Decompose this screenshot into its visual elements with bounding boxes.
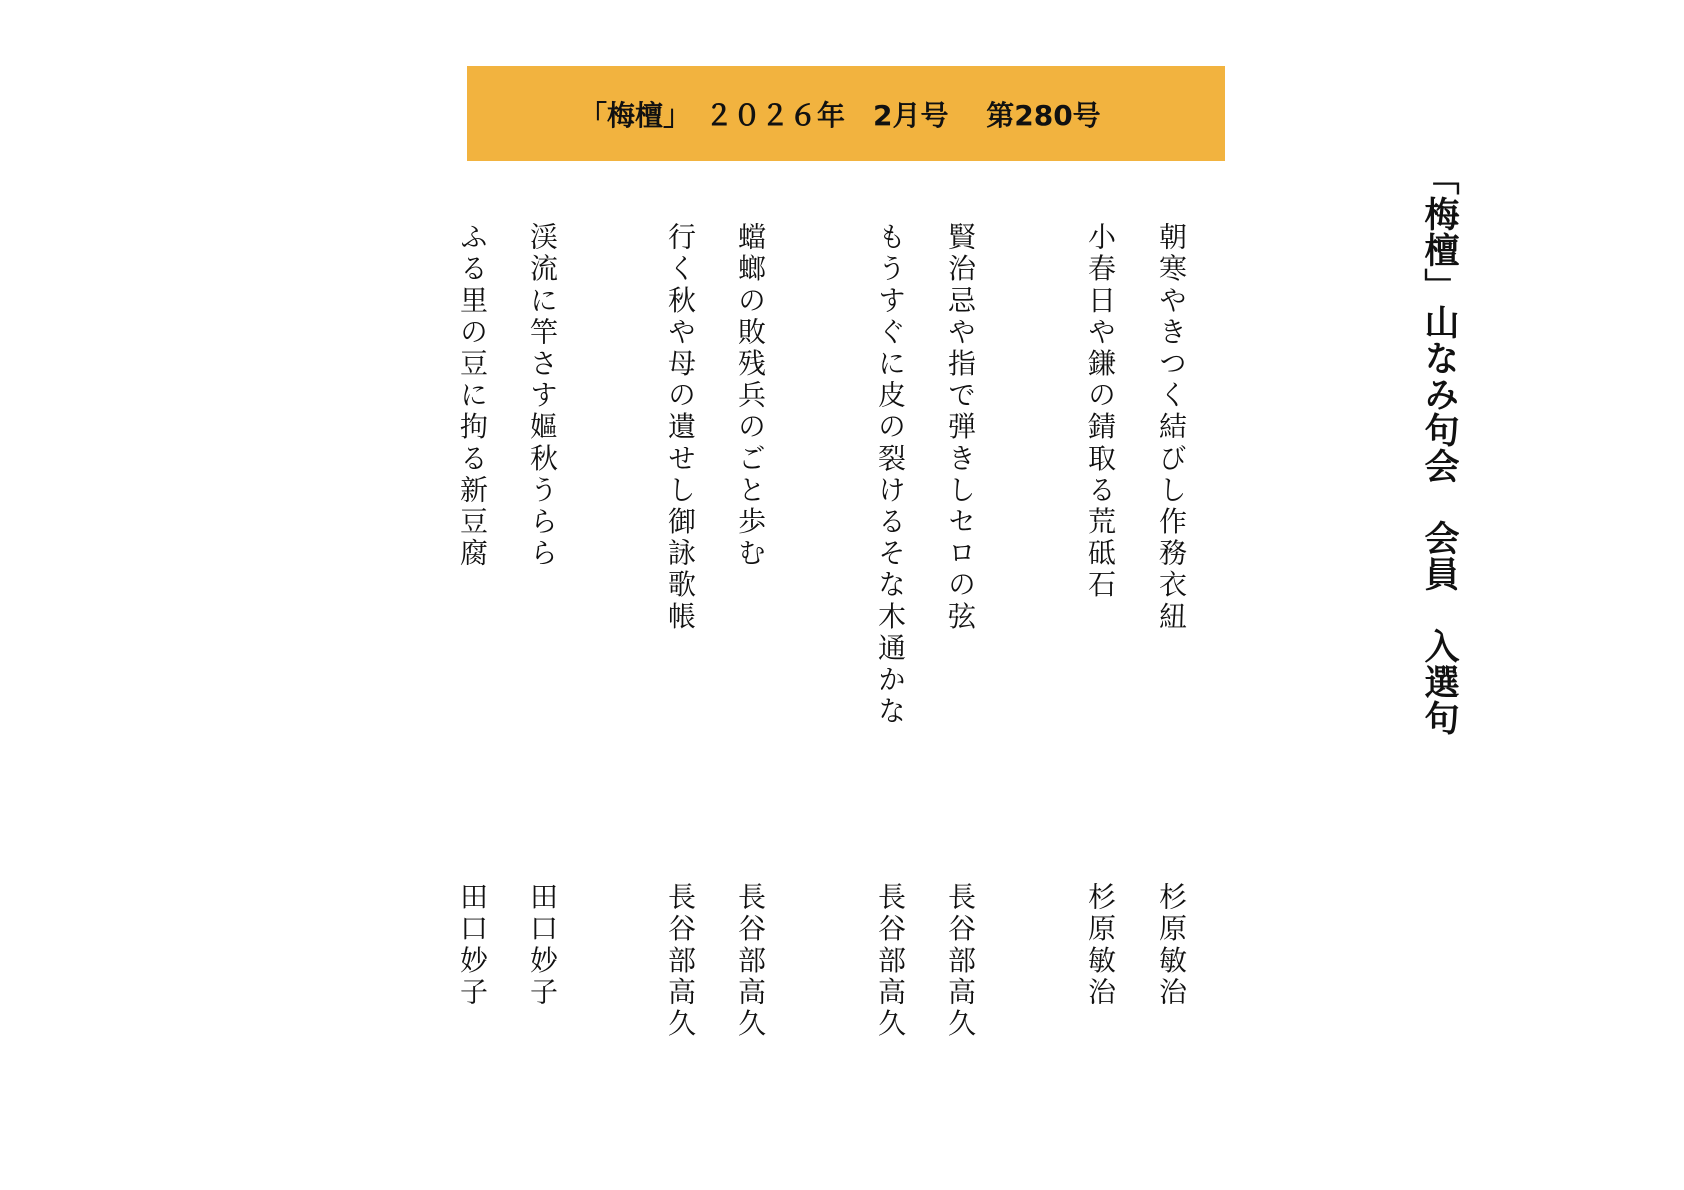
haiku-5: 蟷螂の敗残兵のごと歩む — [734, 222, 767, 570]
author-5: 長谷部高久 — [734, 882, 767, 1040]
haiku-1: 朝寒やきつく結びし作務衣紐 — [1155, 222, 1188, 633]
haiku-4: もうすぐに皮の裂けるそな木通かな — [874, 222, 907, 728]
haiku-3: 賢治忌や指で弾きしセロの弦 — [944, 222, 977, 633]
haiku-6: 行く秋や母の遺せし御詠歌帳 — [664, 222, 697, 633]
haiku-7: 渓流に竿さす嫗秋うらら — [526, 222, 559, 570]
issue-banner-text: 「梅檀」 ２０２６年 2月号 第280号 — [579, 98, 1101, 132]
issue-banner — [467, 66, 1225, 161]
author-8: 田口妙子 — [456, 882, 489, 1009]
author-3: 長谷部高久 — [944, 882, 977, 1040]
author-2: 杉原敏治 — [1084, 882, 1117, 1009]
haiku-2: 小春日や鎌の錆取る荒砥石 — [1084, 222, 1117, 602]
author-7: 田口妙子 — [526, 882, 559, 1009]
haiku-8: ふる里の豆に拘る新豆腐 — [456, 222, 489, 570]
author-6: 長谷部高久 — [664, 882, 697, 1040]
page-title: 「梅檀」山なみ句会 会員 入選句 — [1419, 160, 1459, 736]
author-4: 長谷部高久 — [874, 882, 907, 1040]
author-1: 杉原敏治 — [1155, 882, 1188, 1009]
